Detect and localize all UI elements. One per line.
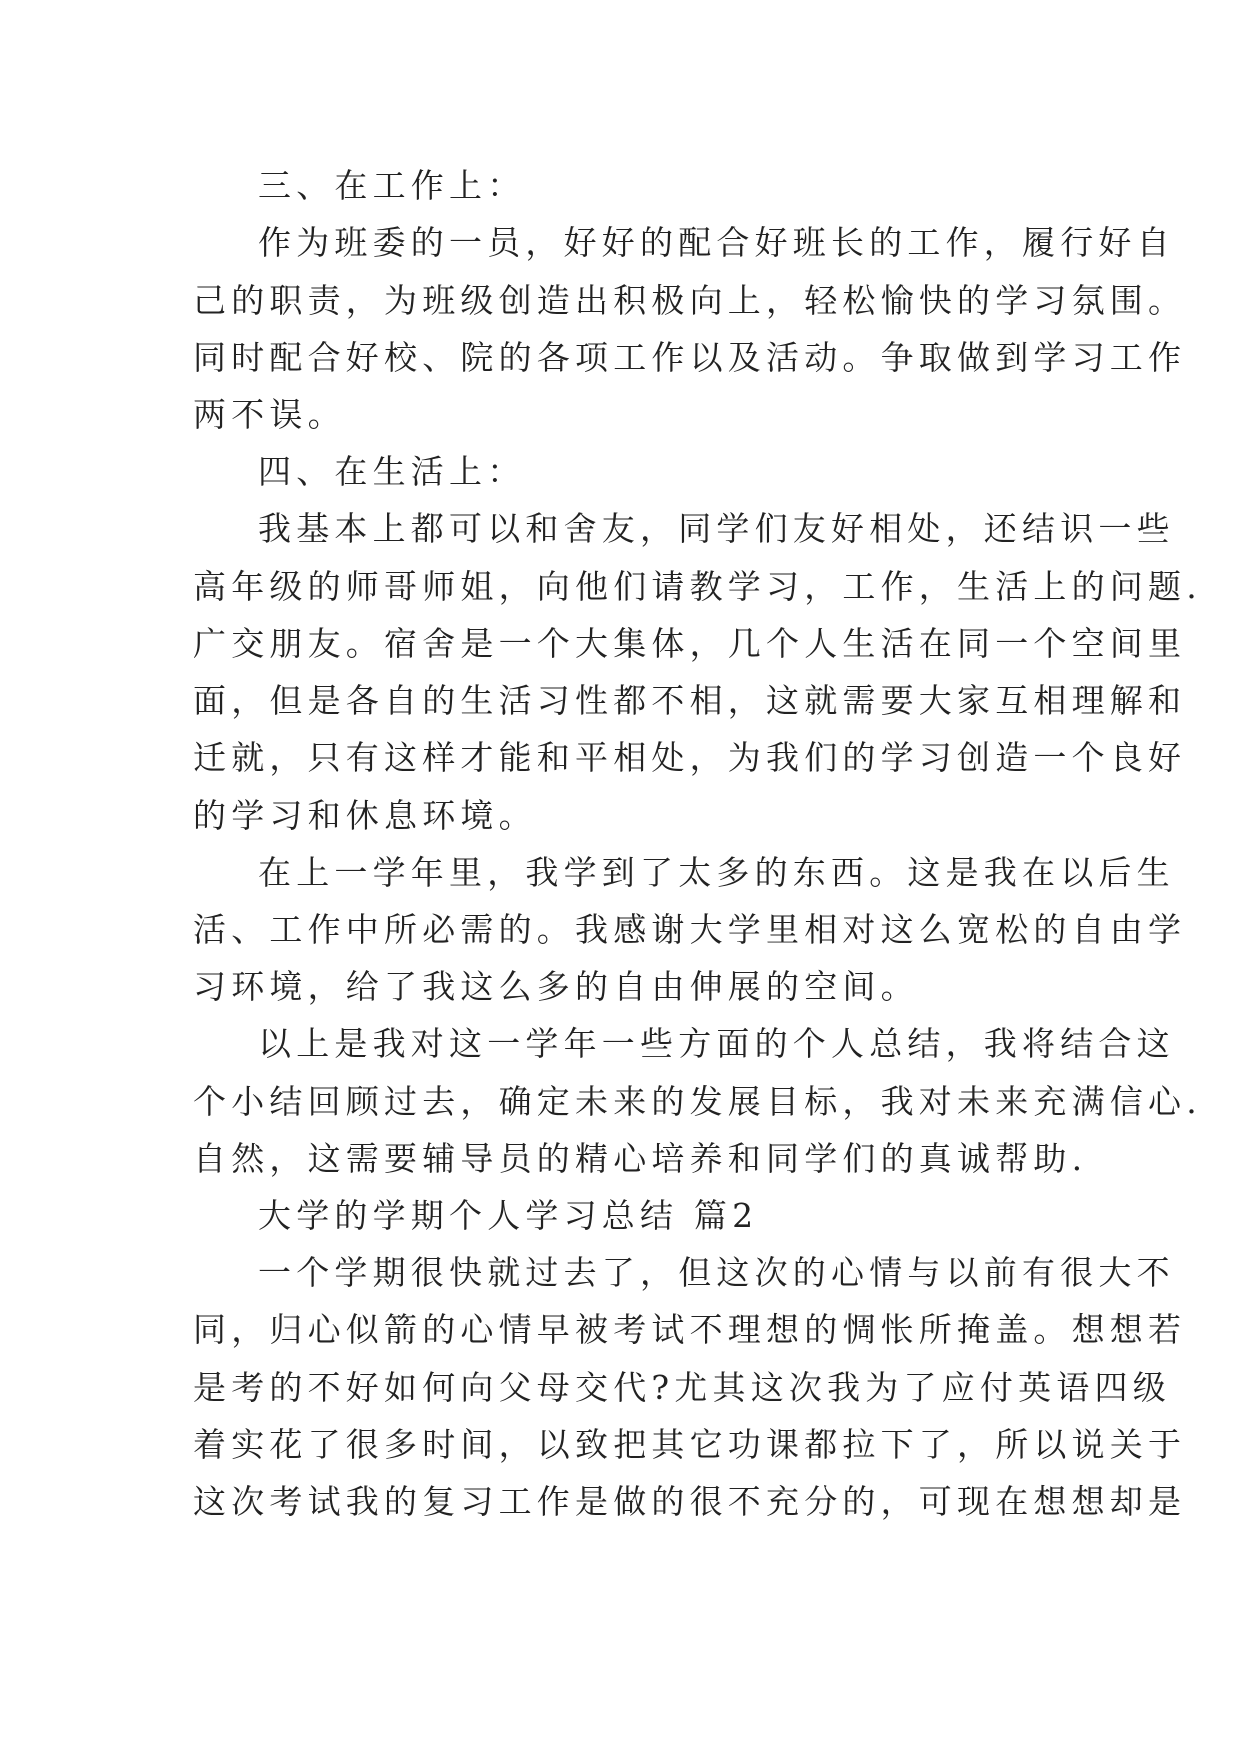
paragraph-line: 两不误。 — [193, 395, 346, 434]
section-heading-life: 四、在生活上： — [258, 452, 526, 491]
paragraph-line: 的学习和休息环境。 — [193, 796, 537, 835]
paragraph-line: 着实花了很多时间，以致把其它功课都拉下了，所以说关于 — [193, 1425, 1187, 1464]
paragraph-line: 面，但是各自的生活习性都不相，这就需要大家互相理解和 — [193, 681, 1187, 720]
paragraph-line: 活、工作中所必需的。我感谢大学里相对这么宽松的自由学 — [193, 910, 1187, 949]
paragraph-line: 是考的不好如何向父母交代?尤其这次我为了应付英语四级 — [193, 1368, 1171, 1407]
paragraph-line: 我基本上都可以和舍友，同学们友好相处，还结识一些 — [258, 509, 1175, 548]
paragraph-line: 己的职责，为班级创造出积极向上，轻松愉快的学习氛围。 — [193, 281, 1187, 320]
paragraph-line: 这次考试我的复习工作是做的很不充分的，可现在想想却是 — [193, 1482, 1187, 1521]
paragraph-line: 自然，这需要辅导员的精心培养和同学们的真诚帮助. — [193, 1139, 1088, 1178]
paragraph-line: 广交朋友。宿舍是一个大集体，几个人生活在同一个空间里 — [193, 624, 1187, 663]
paragraph-line: 迁就，只有这样才能和平相处，为我们的学习创造一个良好 — [193, 738, 1187, 777]
paragraph-line: 习环境，给了我这么多的自由伸展的空间。 — [193, 967, 919, 1006]
paragraph-line: 作为班委的一员，好好的配合好班长的工作，履行好自 — [258, 223, 1175, 262]
paragraph-line: 个小结回顾过去，确定未来的发展目标，我对未来充满信心. — [193, 1082, 1202, 1121]
article-heading: 大学的学期个人学习总结 篇2 — [258, 1196, 759, 1235]
paragraph-line: 同，归心似箭的心情早被考试不理想的惆怅所掩盖。想想若 — [193, 1310, 1187, 1349]
paragraph-line: 在上一学年里，我学到了太多的东西。这是我在以后生 — [258, 853, 1175, 892]
paragraph-line: 高年级的师哥师姐，向他们请教学习，工作，生活上的问题. — [193, 567, 1202, 606]
paragraph-line: 一个学期很快就过去了，但这次的心情与以前有很大不 — [258, 1253, 1175, 1292]
section-heading-work: 三、在工作上： — [258, 166, 526, 205]
paragraph-line: 同时配合好校、院的各项工作以及活动。争取做到学习工作 — [193, 338, 1187, 377]
paragraph-line: 以上是我对这一学年一些方面的个人总结，我将结合这 — [258, 1024, 1175, 1063]
